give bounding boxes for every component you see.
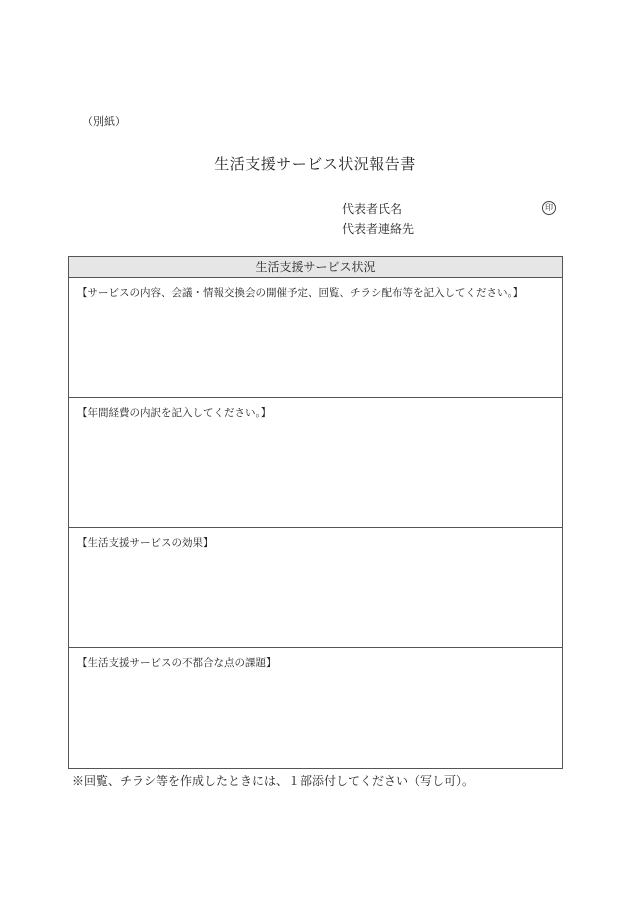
representative-contact-label: 代表者連絡先 (342, 222, 415, 236)
section-prompt: 【生活支援サービスの効果】 (77, 537, 214, 549)
seal-stamp-icon: 印 (542, 201, 556, 215)
representative-name-label: 代表者氏名 (342, 202, 403, 216)
section-service-effects[interactable] (69, 528, 562, 648)
section-prompt: 【生活支援サービスの不都合な点の課題】 (77, 657, 277, 669)
section-prompt: 【年間経費の内訳を記入してください。】 (77, 407, 272, 419)
table-header: 生活支援サービス状況 (69, 257, 562, 278)
attachment-label: （別紙） (82, 115, 126, 128)
footnote: ※回覧、チラシ等を作成したときには、１部添付してください（写し可）。 (72, 774, 475, 788)
section-prompt: 【サービスの内容、会議・情報交換会の開催予定、回覧、チラシ配布等を記入してください。】 (77, 287, 524, 299)
service-status-table (68, 256, 563, 769)
document-title: 生活支援サービス状況報告書 (214, 155, 416, 173)
section-annual-expenses[interactable] (69, 398, 562, 528)
section-issues[interactable] (69, 648, 562, 768)
section-service-content[interactable] (69, 278, 562, 398)
